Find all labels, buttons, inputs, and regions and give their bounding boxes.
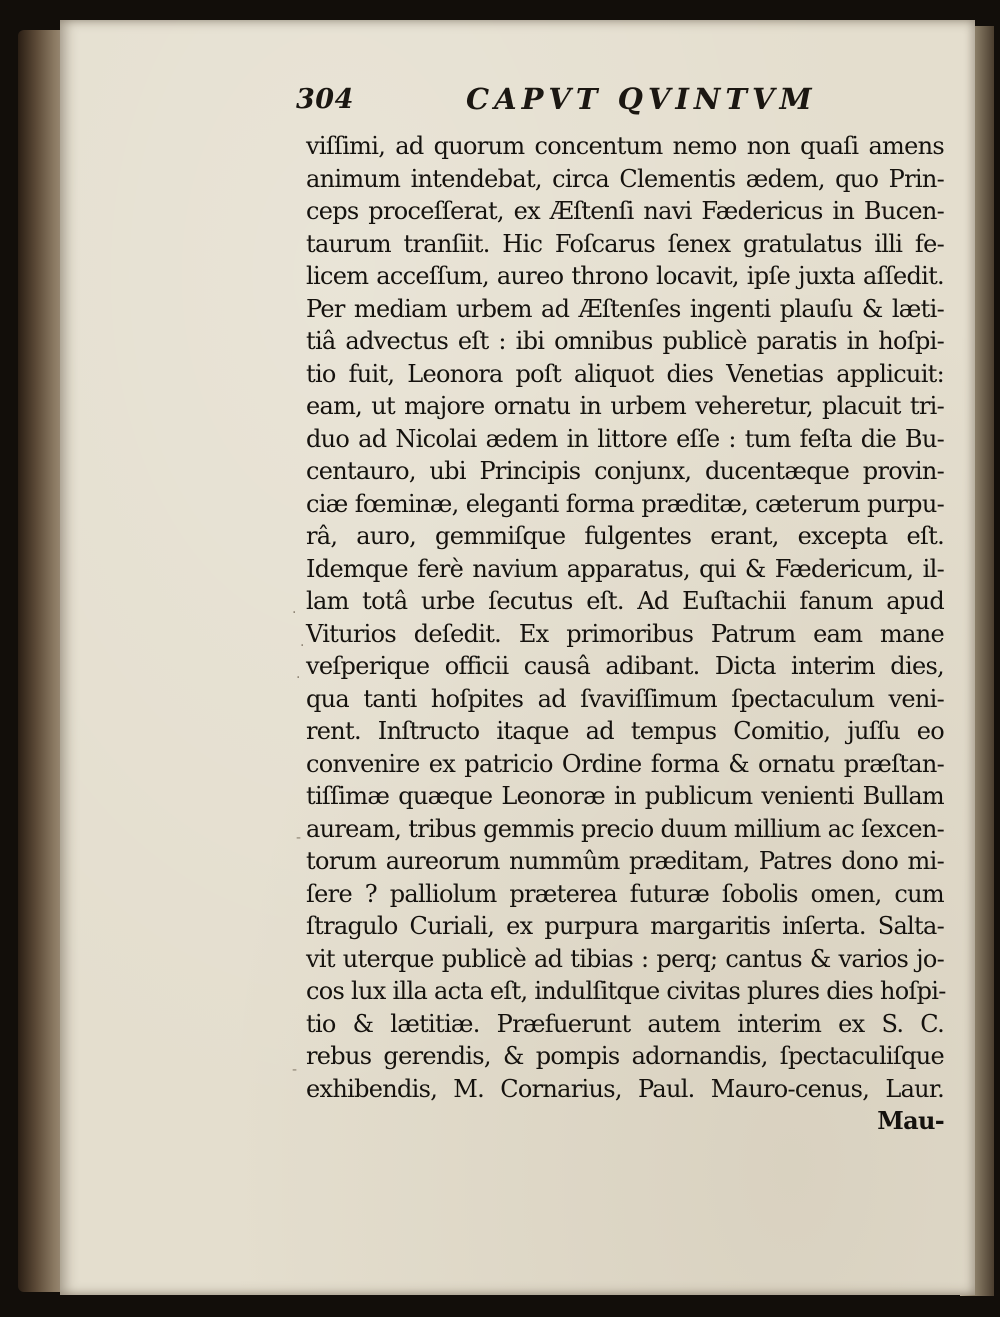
text-line: eam, ut majore ornatu in urbem veheretur, placuit tri- — [306, 392, 944, 420]
text-line: duo ad Nicolai ædem in littore eſſe : tum feſta die Bu- — [306, 424, 944, 453]
text-line: tiâ advectus eſt : ibi omnibus publicè paratis in hoſpi- — [306, 327, 944, 355]
text-line: taurum tranſiit. Hic Foſcarus ſenex gratulatus illi fe- — [306, 229, 944, 258]
margin-mark: - — [292, 1062, 298, 1078]
text-line: animum intendebat, circa Clementis ædem, quo Prin- — [306, 164, 944, 193]
running-head: CAPVT QVINTVM — [466, 82, 817, 116]
text-line: Viturios deſedit. Ex primoribus Patrum eam mane — [306, 619, 944, 648]
text-line: veſperique officii causâ adibant. Dicta interim dies, — [306, 652, 944, 680]
text-line: auream, tribus gemmis precio duum millium ac ſexcen- — [306, 814, 944, 843]
catchword: Mau- — [877, 1106, 944, 1135]
text-line: convenire ex patricio Ordine forma & ornatu præſtan- — [306, 749, 944, 778]
text-line: exhibendis, M. Cornarius, Paul. Mauro-cenus, Laur. — [306, 1074, 944, 1103]
text-line: centauro, ubi Principis conjunx, ducentæque provin- — [306, 457, 944, 485]
text-line: ſere ? palliolum præterea futuræ ſobolis omen, cum — [306, 879, 944, 908]
text-line: Idemque ferè navium apparatus, qui & Fædericum, il- — [306, 554, 944, 583]
page-header — [296, 80, 936, 124]
text-line: cos lux illa acta eſt, indulſitque civitas plures dies hoſpi- — [306, 977, 946, 1005]
body-text — [306, 130, 944, 1138]
text-line: lam totâ urbe ſecutus eſt. Ad Euſtachii fanum apud — [306, 587, 944, 615]
text-line: vit uterque publicè ad tibias : perq; cantus & varios jo- — [306, 944, 944, 973]
text-line: licem acceſſum, aureo throno locavit, ipſe juxta aſſedit. — [306, 262, 944, 290]
text-line: tio fuit, Leonora poſt aliquot dies Venetias applicuit: — [306, 359, 944, 388]
text-line: ceps proceſſerat, ex Æſtenſi navi Fædericus in Bucen- — [306, 197, 944, 225]
text-line: tiſſimæ quæque Leonoræ in publicum venienti Bullam — [306, 782, 944, 810]
page-number: 304 — [296, 84, 354, 115]
margin-mark: - — [296, 830, 302, 846]
text-line: qua tanti hoſpites ad ſvaviſſimum ſpectaculum veni- — [306, 684, 944, 713]
text-line: ciæ fœminæ, eleganti forma præditæ, cæterum purpu- — [306, 489, 944, 518]
text-line: viſſimi, ad quorum concentum nemo non quaſi amens — [306, 132, 944, 160]
text-line: rebus gerendis, & pompis adornandis, ſpectaculiſque — [306, 1042, 944, 1070]
text-line: torum aureorum nummûm præditam, Patres dono mi- — [306, 847, 944, 875]
text-line: Per mediam urbem ad Æſtenſes ingenti plauſu & læti- — [306, 294, 944, 323]
text-line: râ, auro, gemmiſque fulgentes erant, excepta eſt. — [306, 522, 944, 550]
text-line: rent. Inſtructo itaque ad tempus Comitio, juſſu eo — [306, 717, 944, 745]
text-line: tio & lætitiæ. Præfuerunt autem interim ex S. C. — [306, 1009, 944, 1038]
margin-mark: · — [296, 670, 301, 686]
text-line: ſtragulo Curiali, ex purpura margaritis inſerta. Salta- — [306, 912, 944, 940]
margin-mark: · — [300, 638, 305, 654]
margin-mark: · — [292, 605, 297, 621]
